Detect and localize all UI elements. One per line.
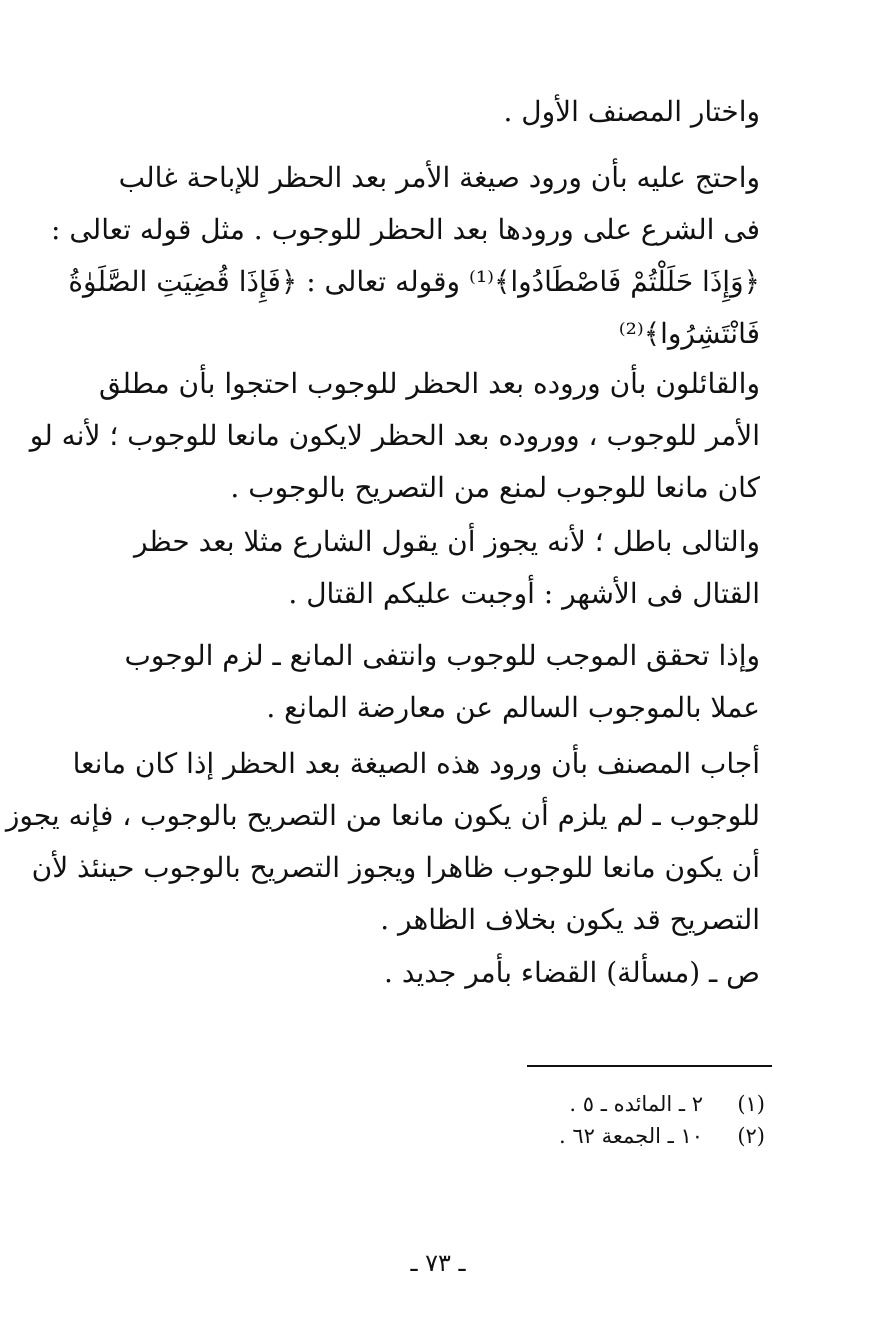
text-line: والتالى باطل ؛ لأنه يجوز أن يقول الشارع مثلا بعد حظر bbox=[133, 525, 760, 558]
footnote-number: (٢) bbox=[737, 1124, 765, 1148]
text-line: للوجوب ـ لم يلزم أن يكون مانعا من التصريح بالوجوب ، فإنه يجوز bbox=[5, 799, 760, 832]
footnote-divider bbox=[527, 1065, 772, 1067]
paragraph bbox=[92, 516, 760, 620]
text-line: واحتج عليه بأن ورود صيغة الأمر بعد الحظر للإباحة غالب bbox=[118, 161, 760, 194]
footnote-text: ١٠ ـ الجمعة ٦٢ . bbox=[559, 1124, 703, 1148]
quran-verse-line: ﴿وَإِذَا حَلَلْتُمْ فَاصْطَادُوا﴾⁽¹⁾ وقوله تعالى : ﴿فَإِذَا قُضِيَتِ الصَّلَوٰةُ bbox=[68, 265, 760, 298]
section-heading bbox=[92, 947, 760, 999]
quran-verse-line: فَانْتَشِرُوا﴾⁽²⁾ bbox=[618, 317, 760, 350]
text-line: فى الشرع على ورودها بعد الحظر للوجوب . مثل قوله تعالى : bbox=[51, 213, 760, 246]
footnotes bbox=[360, 1088, 765, 1152]
paragraph bbox=[29, 358, 760, 514]
footnote-text: ٢ ـ المائده ـ ٥ . bbox=[569, 1092, 703, 1116]
paragraph bbox=[5, 738, 760, 946]
page-number: ـ ٧٣ ـ bbox=[410, 1249, 466, 1277]
text-line: التصريح قد يكون بخلاف الظاهر . bbox=[380, 903, 760, 936]
text-line: أن يكون مانعا للوجوب ظاهرا ويجوز التصريح بالوجوب حينئذ لأن bbox=[31, 851, 760, 884]
paragraph bbox=[51, 152, 760, 360]
text-line: والقائلون بأن وروده بعد الحظر للوجوب احتجوا بأن مطلق bbox=[99, 367, 760, 400]
paragraph bbox=[92, 630, 760, 734]
text-line: القتال فى الأشهر : أوجبت عليكم القتال . bbox=[288, 577, 760, 610]
text-line: عملا بالموجوب السالم عن معارضة المانع . bbox=[266, 691, 760, 724]
paragraph bbox=[92, 86, 760, 138]
footnote-item bbox=[360, 1088, 765, 1120]
text-line: الأمر للوجوب ، ووروده بعد الحظر لايكون مانعا للوجوب ؛ لأنه لو bbox=[29, 419, 760, 452]
text-line: أجاب المصنف بأن ورود هذه الصيغة بعد الحظر إذا كان مانعا bbox=[72, 747, 760, 780]
text-line: وإذا تحقق الموجب للوجوب وانتفى المانع ـ لزم الوجوب bbox=[124, 639, 760, 672]
text-line: كان مانعا للوجوب لمنع من التصريح بالوجوب . bbox=[230, 471, 760, 504]
footnote-item bbox=[360, 1120, 765, 1152]
text-line: ص ـ (مسألة) القضاء بأمر جديد . bbox=[384, 956, 760, 989]
text-line: واختار المصنف الأول . bbox=[503, 95, 760, 128]
footnote-number: (١) bbox=[737, 1092, 765, 1116]
